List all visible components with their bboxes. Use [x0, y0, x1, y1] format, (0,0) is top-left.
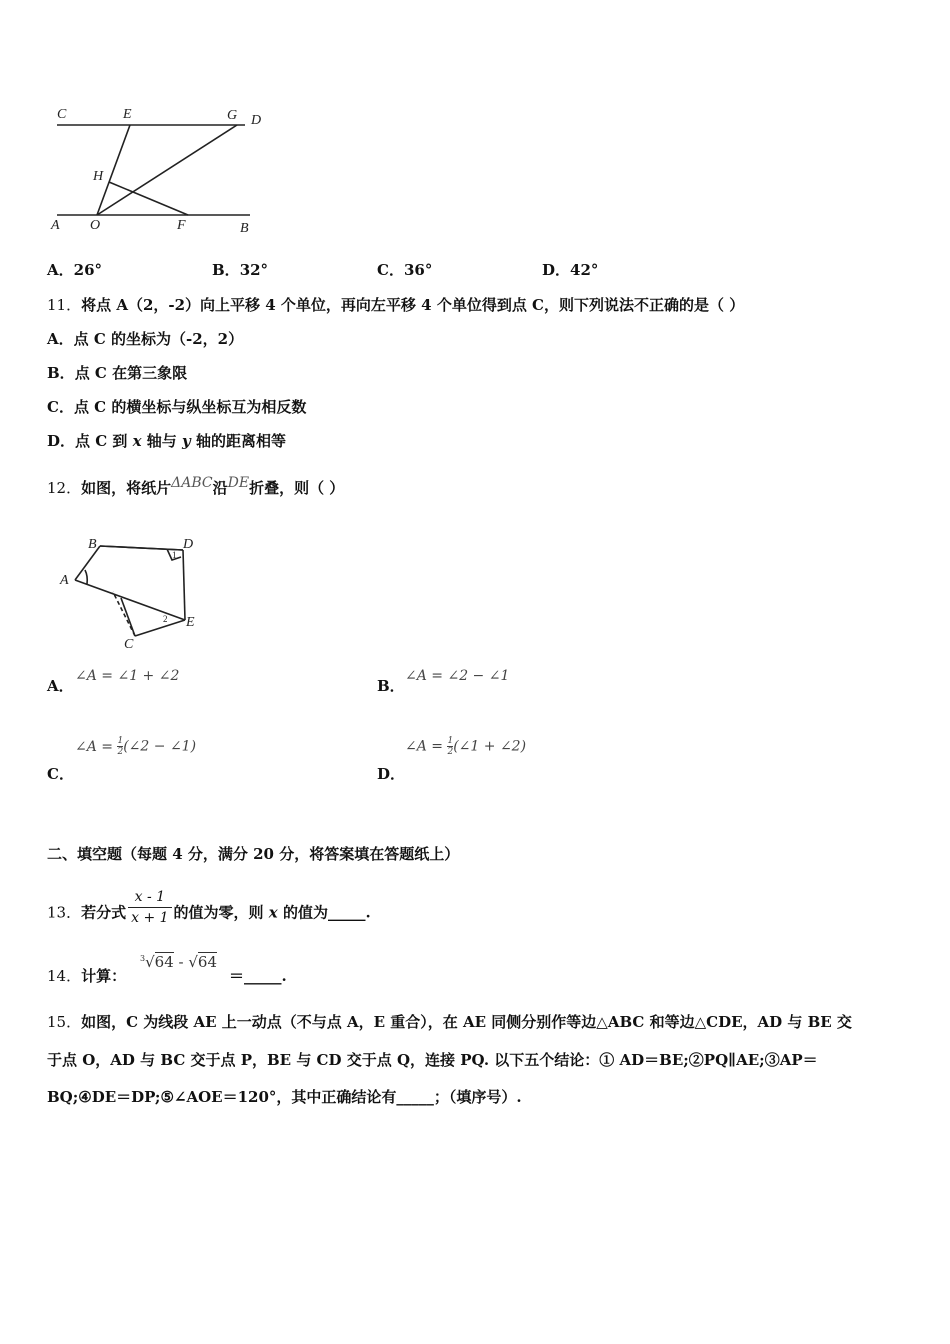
- label-e: E: [186, 615, 195, 630]
- q11-option-b[interactable]: [47, 363, 187, 383]
- q15-line-3: BQ;④DE＝DP;⑤∠AOE＝120°，其中正确结论有_____；（填序号）.: [47, 1088, 522, 1106]
- question-number: 12．: [47, 479, 82, 497]
- fraction-num: 1: [117, 736, 124, 746]
- q12-formula-a: ∠A = ∠1 + ∠2: [75, 668, 180, 684]
- line-db: [100, 546, 183, 550]
- label-a: A: [60, 573, 69, 588]
- stem-b: 沿: [212, 479, 228, 497]
- label-f: F: [177, 218, 186, 233]
- option-text: 点 C 的横坐标与纵坐标互为相反数: [73, 398, 307, 416]
- q14-answer-blank[interactable]: ＝_____.: [229, 967, 287, 985]
- formula-pre: ∠A =: [75, 738, 118, 755]
- q12-option-b[interactable]: [377, 676, 405, 696]
- label-b: B: [240, 221, 249, 236]
- label-c: C: [124, 637, 134, 652]
- fraction-den: 2: [447, 747, 454, 757]
- formula-pre: ∠A =: [405, 738, 448, 755]
- option-letter: D．: [47, 432, 76, 450]
- q11-option-d[interactable]: [47, 431, 286, 451]
- option-letter: B．: [212, 261, 240, 279]
- option-text-b: 轴与: [141, 432, 183, 450]
- q10-option-b[interactable]: [212, 260, 268, 280]
- stem-c: 折叠，则（ ）: [249, 479, 345, 497]
- q11-option-c[interactable]: [47, 397, 306, 417]
- option-text: 26°: [73, 261, 103, 279]
- q12-option-a[interactable]: [47, 676, 74, 696]
- option-letter: C．: [377, 261, 404, 279]
- q15-line-2: 于点 O，AD 与 BC 交于点 P，BE 与 CD 交于点 Q，连接 PQ. 以下五个结论：① AD＝BE;②PQ∥AE;③AP＝: [47, 1051, 818, 1069]
- option-text: 32°: [239, 261, 269, 279]
- q14-stem: [47, 966, 126, 986]
- question-text: 将点 A（2，-2）向上平移 4 个单位，再向左平移 4 个单位得到点 C，则下列说法不正确的是（ ）: [81, 296, 745, 314]
- q15-line-1: [47, 1012, 852, 1032]
- question-number: 11．: [47, 296, 82, 314]
- label-2: 2: [163, 614, 168, 624]
- q11-option-a[interactable]: [47, 329, 243, 349]
- formula-post: (∠1 + ∠2): [453, 738, 527, 755]
- fraction: [128, 887, 171, 928]
- q10-option-c[interactable]: [377, 260, 432, 280]
- q10-option-d[interactable]: [542, 260, 598, 280]
- option-text: 点 C 在第三象限: [74, 364, 188, 382]
- option-letter: B．: [377, 677, 405, 695]
- label-d: D: [251, 113, 262, 128]
- stem: 计算：: [81, 967, 127, 985]
- q12-option-c[interactable]: [47, 764, 74, 784]
- option-text-a: 点 C 到: [75, 432, 133, 450]
- option-letter: A．: [47, 330, 74, 348]
- var-x: x: [132, 432, 142, 450]
- label-o: O: [90, 218, 101, 233]
- option-letter: D．: [377, 765, 406, 783]
- q12-formula-b: ∠A = ∠2 − ∠1: [405, 668, 510, 684]
- question-number: 15．: [47, 1013, 82, 1031]
- section-title: 二、填空题（每题 4 分，满分 20 分，将答案填在答题纸上）: [47, 845, 460, 863]
- option-letter: C．: [47, 398, 74, 416]
- radical-sign: √: [188, 953, 198, 971]
- q11-stem: [47, 295, 744, 315]
- q12-formula-d: [405, 736, 526, 757]
- option-letter: A．: [47, 677, 74, 695]
- fraction-num: 1: [447, 736, 454, 746]
- line-hf: [109, 182, 188, 215]
- line-a-fold: [75, 580, 185, 620]
- label-d: D: [183, 537, 194, 552]
- q12-stem: [47, 475, 345, 499]
- var-x: x: [268, 903, 278, 922]
- q10-option-a[interactable]: [47, 260, 102, 280]
- option-text: 42°: [570, 261, 599, 279]
- label-1: 1: [172, 550, 177, 560]
- q15-text-1: 如图，C 为线段 AE 上一动点（不与点 A，E 重合），在 AE 同侧分别作等边△ABC 和等边△CDE，AD 与 BE 交: [81, 1013, 852, 1031]
- fraction-den: x + 1: [131, 910, 169, 926]
- stem-c: 的值为_____.: [277, 903, 371, 922]
- figure-folded-triangle: [55, 532, 215, 652]
- radicand-2: 64: [197, 953, 218, 971]
- question-number: 13．: [47, 903, 82, 922]
- option-text: 点 C 的坐标为（-2，2）: [73, 330, 244, 348]
- segment-de: DE: [227, 475, 250, 491]
- option-letter: D．: [542, 261, 571, 279]
- label-h: H: [93, 169, 104, 184]
- label-c: C: [57, 107, 67, 122]
- line-de: [183, 550, 185, 620]
- stem-a: 若分式: [81, 903, 127, 922]
- fraction-num: x - 1: [128, 887, 171, 908]
- line-go: [97, 125, 237, 215]
- var-y: y: [182, 432, 191, 450]
- option-text-c: 轴的距离相等: [190, 432, 286, 450]
- stem-b: 的值为零，则: [173, 903, 269, 922]
- line-cm: [121, 598, 135, 636]
- radicand-1: 64: [154, 953, 174, 971]
- label-e: E: [123, 107, 132, 122]
- option-letter: A．: [47, 261, 74, 279]
- label-b: B: [88, 537, 97, 552]
- q12-option-d[interactable]: [377, 764, 405, 784]
- option-letter: B．: [47, 364, 75, 382]
- line-ec: [135, 620, 185, 636]
- label-a: A: [51, 218, 60, 233]
- stem-a: 如图，将纸片: [81, 479, 172, 497]
- option-text: 36°: [403, 261, 433, 279]
- option-letter: C．: [47, 765, 74, 783]
- formula-post: (∠2 − ∠1): [123, 738, 197, 755]
- q12-formula-c: [75, 736, 196, 757]
- q13-stem: [47, 889, 371, 934]
- figure-parallel-lines: [45, 102, 275, 237]
- label-g: G: [227, 108, 238, 123]
- angle-a-arc: [85, 570, 87, 584]
- q14-expression: [140, 953, 217, 971]
- radical-sign: √: [145, 953, 155, 971]
- fraction-den: 2: [117, 747, 124, 757]
- cube-root-index: 3: [140, 954, 146, 963]
- question-number: 14．: [47, 967, 82, 985]
- minus: -: [173, 953, 189, 971]
- triangle-abc: ΔABC: [171, 475, 213, 491]
